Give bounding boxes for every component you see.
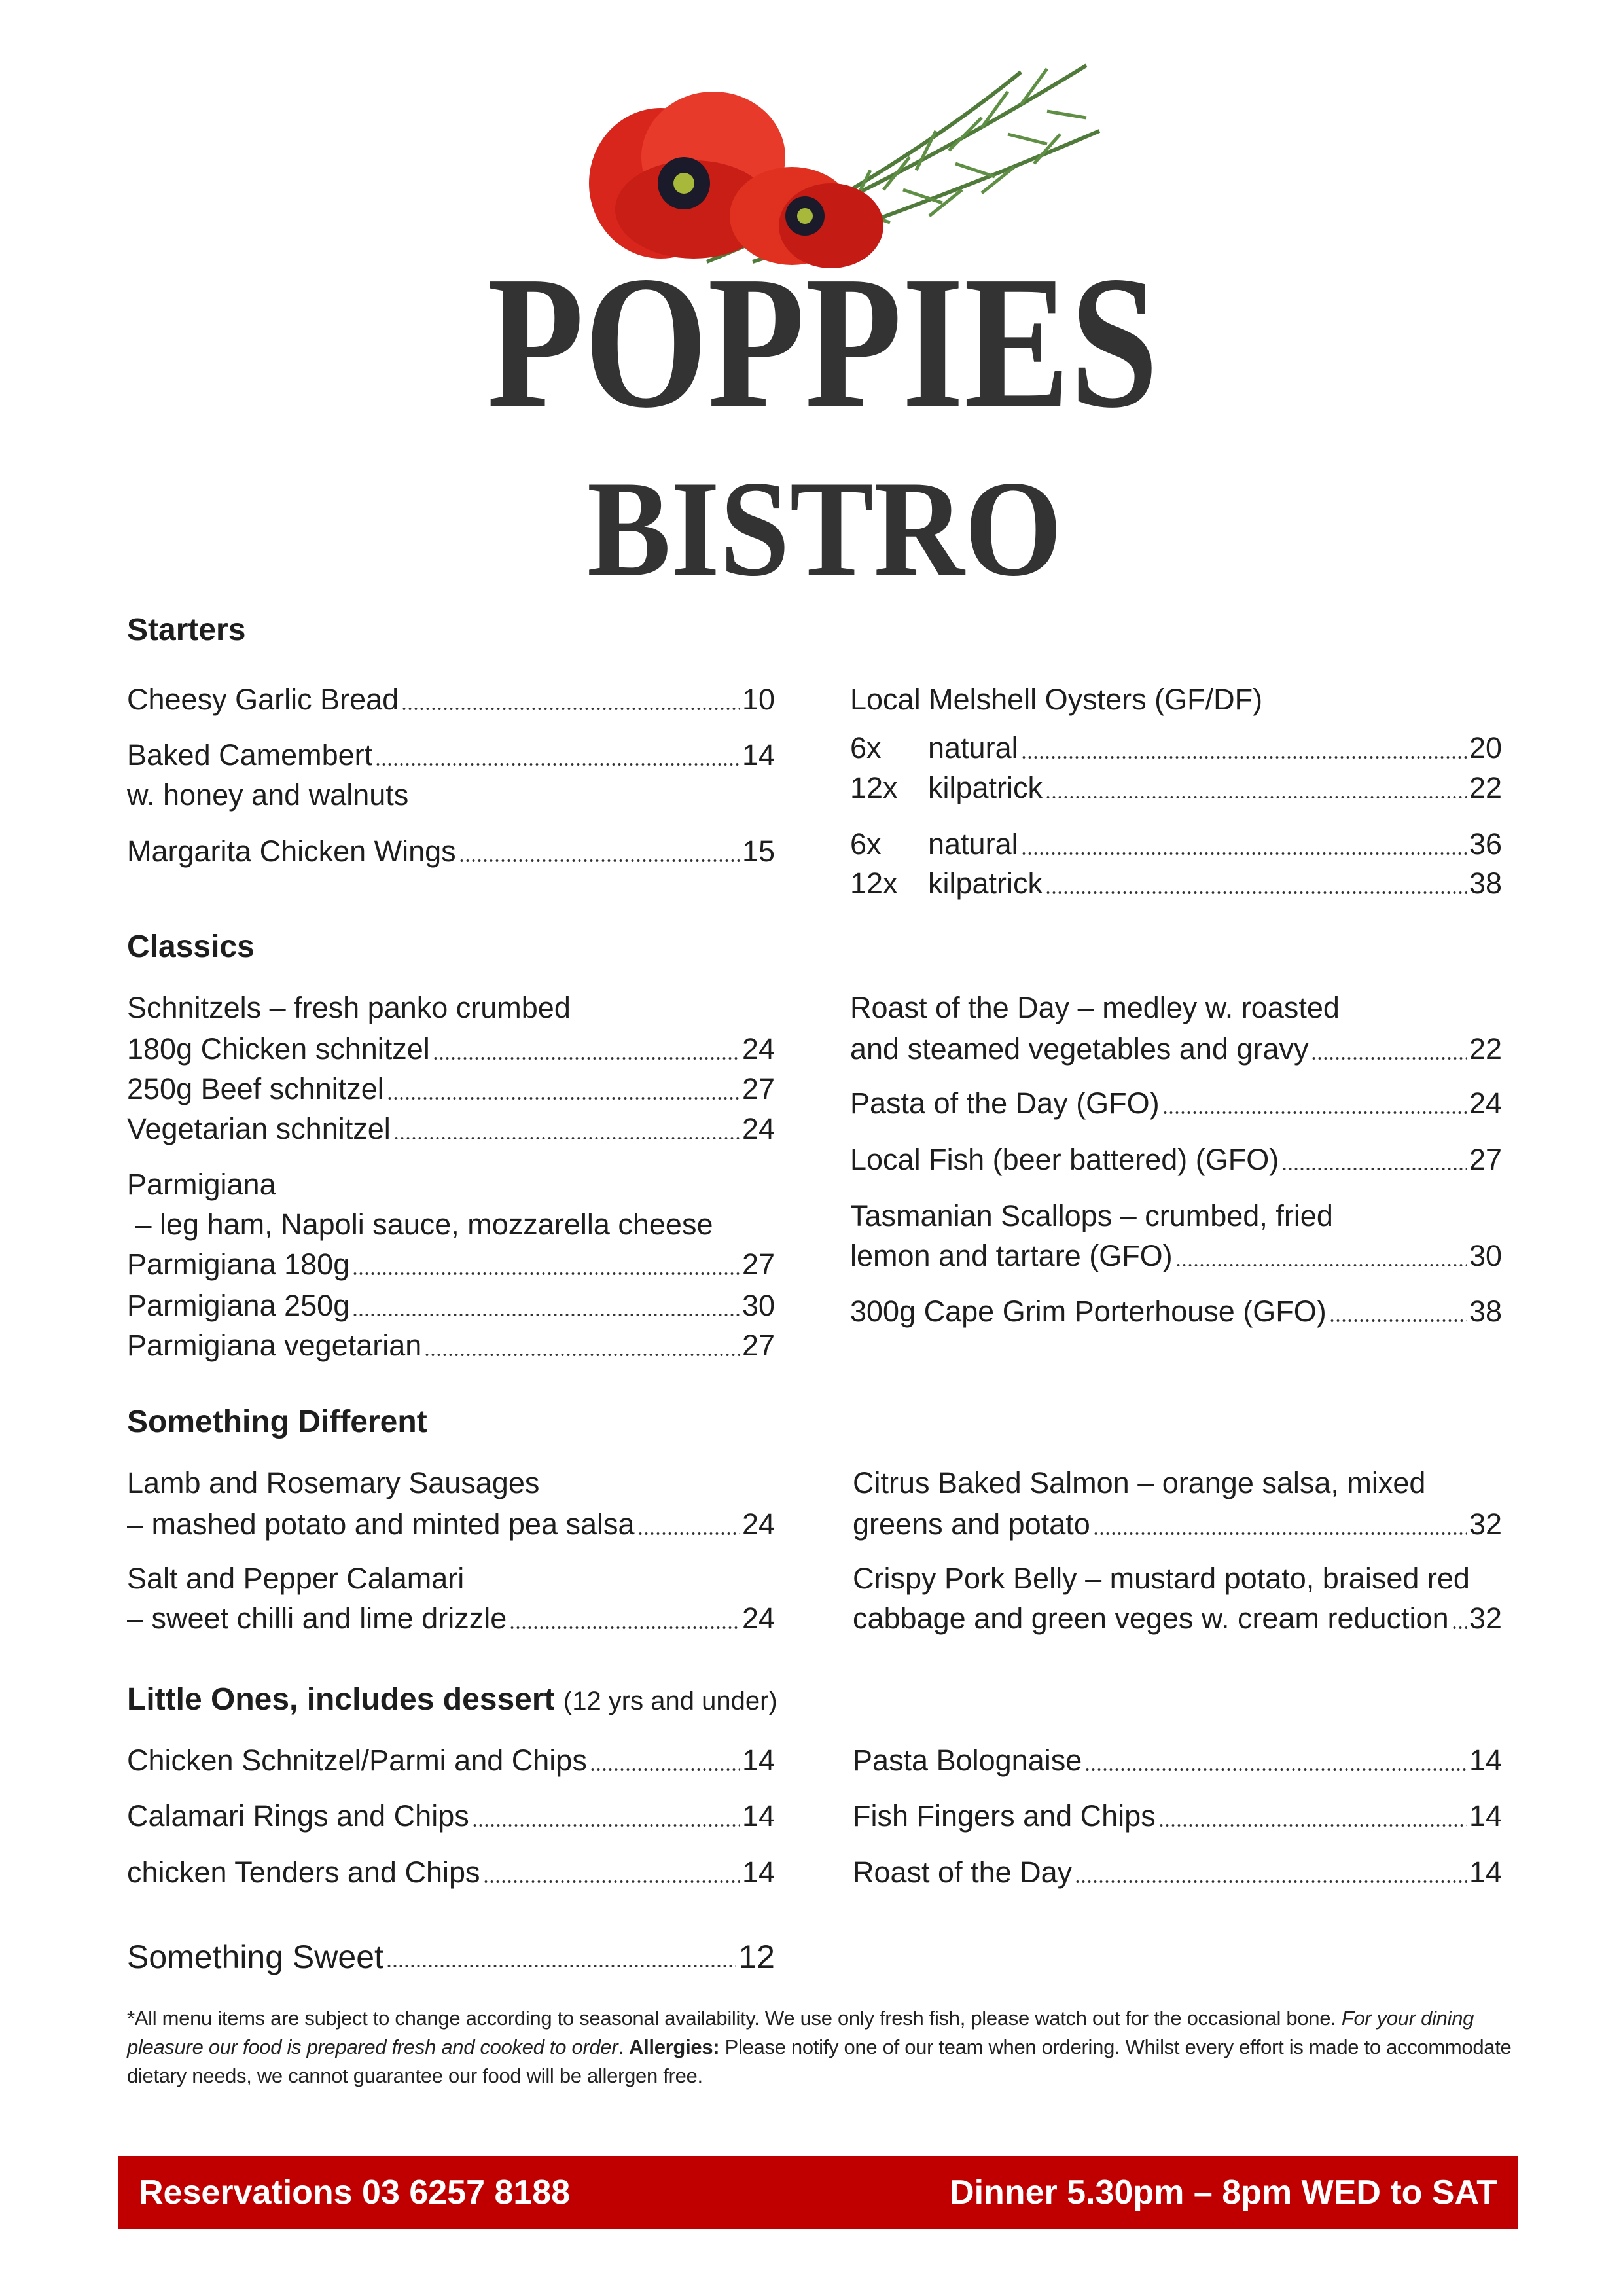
item-price: 12 <box>738 1939 775 1975</box>
dot-leader <box>509 1625 740 1630</box>
dot-leader <box>1175 1263 1467 1268</box>
item-name: 300g Cape Grim Porterhouse (GFO) <box>850 1295 1327 1328</box>
item-name: kilpatrick <box>928 771 1043 804</box>
parmigiana-title: Parmigiana <box>127 1168 276 1201</box>
logo-line2: BISTRO <box>587 453 1062 605</box>
item-name: Local Fish (beer battered) (GFO) <box>850 1143 1279 1176</box>
item-price: 27 <box>741 1329 775 1362</box>
item-description: Salt and Pepper Calamari <box>127 1562 465 1595</box>
menu-item <box>853 1797 1502 1836</box>
menu-item <box>127 1245 775 1284</box>
item-price: 14 <box>1469 1799 1502 1833</box>
menu-item <box>850 1030 1502 1069</box>
oysters-title: Local Melshell Oysters (GF/DF) <box>850 683 1263 716</box>
item-name: Fish Fingers and Chips <box>853 1799 1156 1833</box>
item-price: 24 <box>741 1507 775 1541</box>
oyster-row <box>850 864 1502 903</box>
item-name: Parmigiana vegetarian <box>127 1329 422 1362</box>
item-name: Margarita Chicken Wings <box>127 834 456 868</box>
menu-item <box>127 680 775 719</box>
item-name: Calamari Rings and Chips <box>127 1799 469 1833</box>
item-name: Roast of the Day <box>853 1856 1073 1889</box>
menu-item <box>127 1599 775 1638</box>
dot-leader <box>375 762 740 767</box>
menu-item <box>127 1109 775 1149</box>
item-name: Baked Camembert <box>127 738 373 772</box>
dot-leader <box>1329 1318 1467 1323</box>
item-description: Lamb and Rosemary Sausages <box>127 1466 540 1499</box>
dot-leader <box>1045 890 1467 895</box>
item-name: lemon and tartare (GFO) <box>850 1239 1173 1272</box>
schnitzel-title: Schnitzels – fresh panko crumbed <box>127 991 571 1024</box>
menu-item <box>850 1236 1502 1276</box>
menu-item <box>853 1741 1502 1780</box>
item-price: 14 <box>1469 1856 1502 1889</box>
dot-leader <box>424 1352 740 1357</box>
menu-item <box>127 1286 775 1325</box>
menu-item <box>850 1084 1502 1123</box>
dot-leader <box>637 1531 740 1536</box>
item-price: 30 <box>1469 1239 1502 1272</box>
item-name: 180g Chicken schnitzel <box>127 1032 430 1066</box>
allergy-footnote <box>127 2004 1521 2090</box>
allergies-label: Allergies: <box>629 2036 720 2058</box>
dot-leader <box>352 1312 740 1318</box>
oyster-qty: 12x <box>850 867 898 900</box>
section-heading-starters: Starters <box>127 613 246 647</box>
menu-item <box>127 1326 775 1365</box>
item-description: Tasmanian Scallops – crumbed, fried <box>850 1199 1333 1232</box>
item-description: Citrus Baked Salmon – orange salsa, mixed <box>853 1466 1426 1499</box>
heading-note: (12 yrs and under) <box>563 1687 777 1715</box>
dot-leader <box>1045 795 1467 800</box>
item-name: Pasta Bolognaise <box>853 1744 1082 1777</box>
footnote-text: *All menu items are subject to change according to seasonal availability. We use only fresh fish, please watch out for the occasional bone. <box>127 2007 1342 2030</box>
item-price: 30 <box>741 1289 775 1322</box>
dot-leader <box>1311 1056 1466 1061</box>
footer-bar <box>118 2156 1518 2229</box>
dot-leader <box>1084 1767 1467 1772</box>
item-price: 15 <box>741 834 775 868</box>
item-price: 24 <box>741 1032 775 1066</box>
menu-item-something-sweet <box>127 1937 775 1977</box>
oyster-row <box>850 728 1502 768</box>
dot-leader <box>352 1271 740 1276</box>
item-name: and steamed vegetables and gravy <box>850 1032 1309 1066</box>
dot-leader <box>590 1767 740 1772</box>
item-name: Parmigiana 180g <box>127 1247 350 1281</box>
menu-item <box>853 1505 1502 1544</box>
menu-item <box>127 1853 775 1892</box>
item-name: cabbage and green veges w. cream reduction <box>853 1602 1449 1635</box>
menu-item <box>127 1069 775 1109</box>
item-description: w. honey and walnuts <box>127 778 409 812</box>
item-name: – sweet chilli and lime drizzle <box>127 1602 507 1635</box>
dot-leader <box>433 1056 740 1061</box>
item-name: Pasta of the Day (GFO) <box>850 1086 1160 1120</box>
oyster-qty: 12x <box>850 771 898 804</box>
parmigiana-description: – leg ham, Napoli sauce, mozzarella cheese <box>127 1208 713 1241</box>
item-name: – mashed potato and minted pea salsa <box>127 1507 635 1541</box>
item-name: natural <box>928 827 1018 861</box>
section-heading-little-ones <box>127 1680 912 1719</box>
footnote-text: Please notify one of our team when ordering. Whilst every effort is made to accommodate dietary needs, we cannot guarantee our food will be allergen free. <box>127 2036 1512 2087</box>
item-name: Parmigiana 250g <box>127 1289 350 1322</box>
oyster-qty: 6x <box>850 731 882 764</box>
opening-hours: Dinner 5.30pm – 8pm WED to SAT <box>950 2173 1497 2212</box>
dot-leader <box>1281 1166 1467 1172</box>
dot-leader <box>1021 851 1467 856</box>
menu-item <box>127 1505 775 1544</box>
item-description: Roast of the Day – medley w. roasted <box>850 991 1340 1024</box>
dot-leader <box>386 1964 736 1969</box>
section-heading-something-different: Something Different <box>127 1405 427 1439</box>
dot-leader <box>401 706 740 711</box>
item-price: 38 <box>1469 1295 1502 1328</box>
dot-leader <box>1075 1879 1467 1884</box>
item-price: 14 <box>741 1856 775 1889</box>
item-price: 24 <box>741 1112 775 1145</box>
item-name: natural <box>928 731 1018 764</box>
dot-leader <box>1158 1823 1467 1828</box>
item-description: Crispy Pork Belly – mustard potato, braised red <box>853 1562 1470 1595</box>
item-name: chicken Tenders and Chips <box>127 1856 480 1889</box>
menu-item <box>850 1292 1502 1331</box>
item-name: greens and potato <box>853 1507 1090 1541</box>
heading-text: Little Ones, includes dessert <box>127 1682 555 1717</box>
dot-leader <box>1452 1625 1467 1630</box>
menu-item <box>127 736 775 775</box>
item-price: 38 <box>1469 867 1502 900</box>
item-price: 22 <box>1469 771 1502 804</box>
dot-leader <box>387 1096 740 1101</box>
dot-leader <box>483 1879 740 1884</box>
dot-leader <box>1021 755 1467 760</box>
item-price: 27 <box>741 1072 775 1105</box>
reservations-phone: Reservations 03 6257 8188 <box>139 2173 571 2212</box>
menu-item <box>127 832 775 871</box>
menu-item <box>853 1599 1502 1638</box>
menu-item <box>127 1030 775 1069</box>
footnote-italic: For your dining pleasure our food is prepared fresh and cooked to order <box>127 2007 1474 2058</box>
dot-leader <box>1093 1531 1467 1536</box>
footnote-text: . <box>618 2036 630 2058</box>
dot-leader <box>1162 1110 1467 1115</box>
item-price: 14 <box>741 738 775 772</box>
menu-item <box>127 1741 775 1780</box>
item-name: 250g Beef schnitzel <box>127 1072 384 1105</box>
item-price: 14 <box>741 1744 775 1777</box>
item-price: 10 <box>741 683 775 716</box>
dot-leader <box>472 1823 740 1828</box>
oyster-row <box>850 825 1502 864</box>
item-price: 14 <box>741 1799 775 1833</box>
item-price: 32 <box>1469 1507 1502 1541</box>
logo-line1: POPPIES <box>487 237 1158 447</box>
menu-item <box>853 1853 1502 1892</box>
menu-item <box>127 1797 775 1836</box>
item-price: 24 <box>741 1602 775 1635</box>
item-name: Something Sweet <box>127 1939 383 1975</box>
item-name: kilpatrick <box>928 867 1043 900</box>
oyster-qty: 6x <box>850 827 882 861</box>
item-price: 14 <box>1469 1744 1502 1777</box>
item-price: 20 <box>1469 731 1502 764</box>
dot-leader <box>459 858 740 863</box>
item-name: Chicken Schnitzel/Parmi and Chips <box>127 1744 587 1777</box>
item-name: Cheesy Garlic Bread <box>127 683 399 716</box>
item-name: Vegetarian schnitzel <box>127 1112 391 1145</box>
menu-item <box>850 1140 1502 1179</box>
item-price: 32 <box>1469 1602 1502 1635</box>
item-price: 27 <box>741 1247 775 1281</box>
item-price: 24 <box>1469 1086 1502 1120</box>
dot-leader <box>393 1136 740 1141</box>
item-price: 27 <box>1469 1143 1502 1176</box>
oyster-row <box>850 768 1502 808</box>
poppies-bistro-logo <box>458 45 1181 609</box>
section-heading-classics: Classics <box>127 929 255 964</box>
item-price: 22 <box>1469 1032 1502 1066</box>
item-price: 36 <box>1469 827 1502 861</box>
